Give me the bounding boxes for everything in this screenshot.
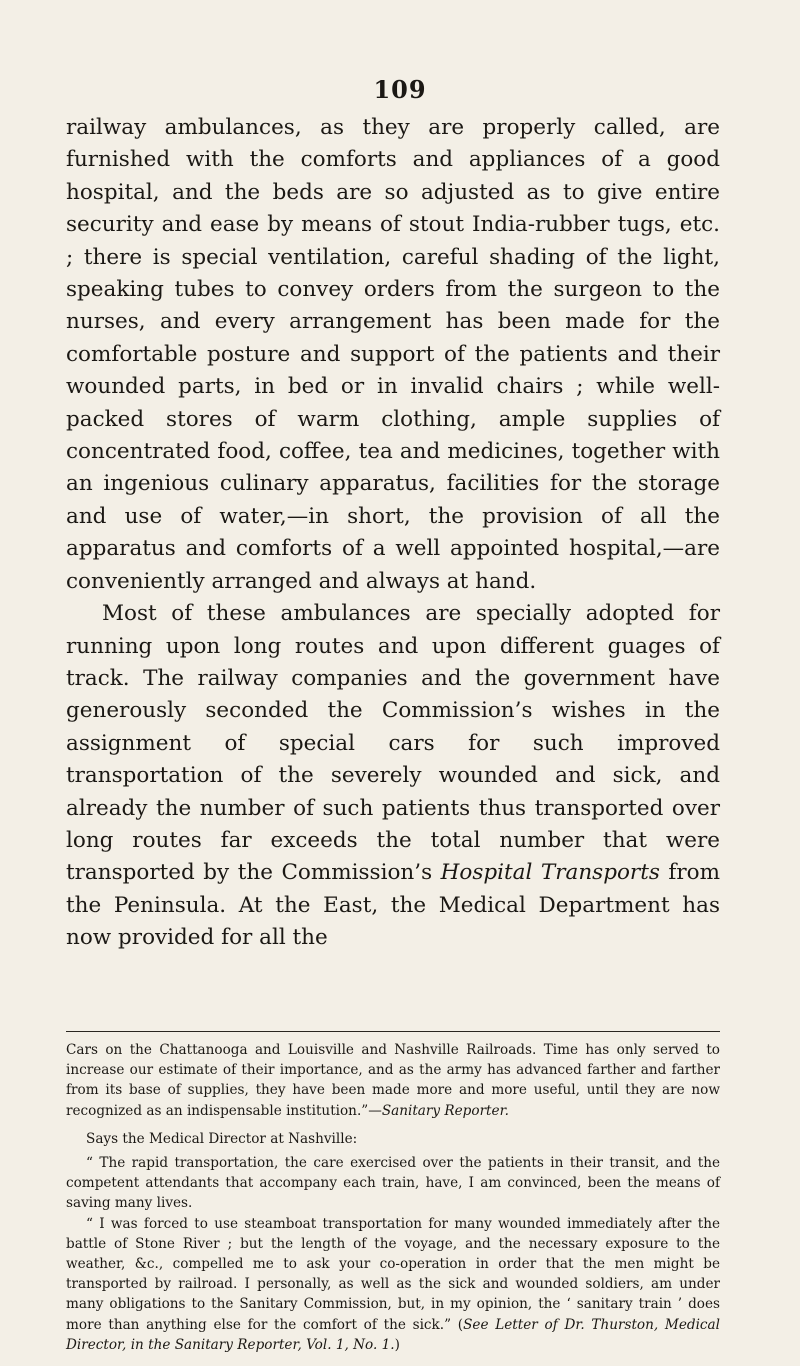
footnote-1-text: Cars on the Chattanooga and Louisville and Nashville Railroads. Time has only served to increase our estimate of their importance, and as the army has advanced farther and farther from its base of supplies, they have been made more and more useful, until they are now recognized as an indispensable institution.”—: [66, 1042, 720, 1119]
page-number: 109: [373, 75, 427, 104]
footnote-4: [66, 1214, 720, 1355]
footnote-2: Says the Medical Director at Nashville:: [86, 1130, 358, 1147]
footnote-1-source: Sanitary Reporter.: [381, 1102, 509, 1119]
footnote-1: [66, 1040, 720, 1121]
paragraph-2-start: Most of these ambulances are specially adopted for running upon long routes and upon different guages of track. The railway companies and the government have generously seconded the Commission’s wishes in the assignment of special cars for such improved transportation of the severely wounded and sick, and already the number of such patients thus transported over long routes far exceeds the total number that were transported by the Commission’s: [66, 601, 720, 886]
footnote-divider: [66, 1031, 720, 1032]
footnotes: [66, 1040, 720, 1359]
paragraph-2-end: from the Peninsula. At the East, the Medical Department has now provided for all the: [66, 860, 720, 951]
paragraph-1: railway ambulances, as they are properly called, are furnished with the comforts and appliances of a good hospital, and the beds are so adjusted as to give entire security and ease by means of stout India-rubber tugs, etc. ; there is special ventilation, careful shading of the light, speaking tubes to convey orders from the surgeon to the nurses, and every arrangement has been made for the comfortable posture and support of the patients and their wounded parts, in bed or in invalid chairs ; while well-packed stores of warm clothing, ample supplies of concentrated food, coffee, tea and medicines, together with an ingenious culinary apparatus, facilities for the storage and use of water,—in short, the provision of all the apparatus and comforts of a well appointed hospital,—are conveniently arranged and always at hand.: [66, 115, 720, 594]
hospital-transports-italic: Hospital Transports: [440, 860, 660, 886]
main-text: [66, 112, 720, 955]
footnote-4-close: ): [394, 1336, 400, 1353]
footnote-4-text: “ I was forced to use steamboat transportation for many wounded immediately after the battle of Stone River ; but the length of the voyage, and the necessary exposure to the weather, &c., compelled me to ask your co-operation in order that the men might be transported by railroad. I personally, as well as the sick and wounded soldiers, am under many obligations to the Sanitary Commission, but, in my opinion, the ‘ sanitary train ’ does more than anything else for the comfort of the sick.” (: [66, 1215, 720, 1333]
footnote-4-source: See Letter of Dr. Thurston, Medical Director, in the Sanitary Reporter, Vol. 1, No. 1.: [66, 1316, 721, 1353]
paragraph-2: [66, 598, 720, 954]
footnote-3: “ The rapid transportation, the care exercised over the patients in their transit, and the competent attendants that accompany each train, have, I am convinced, been the means of saving many lives.: [66, 1155, 720, 1212]
